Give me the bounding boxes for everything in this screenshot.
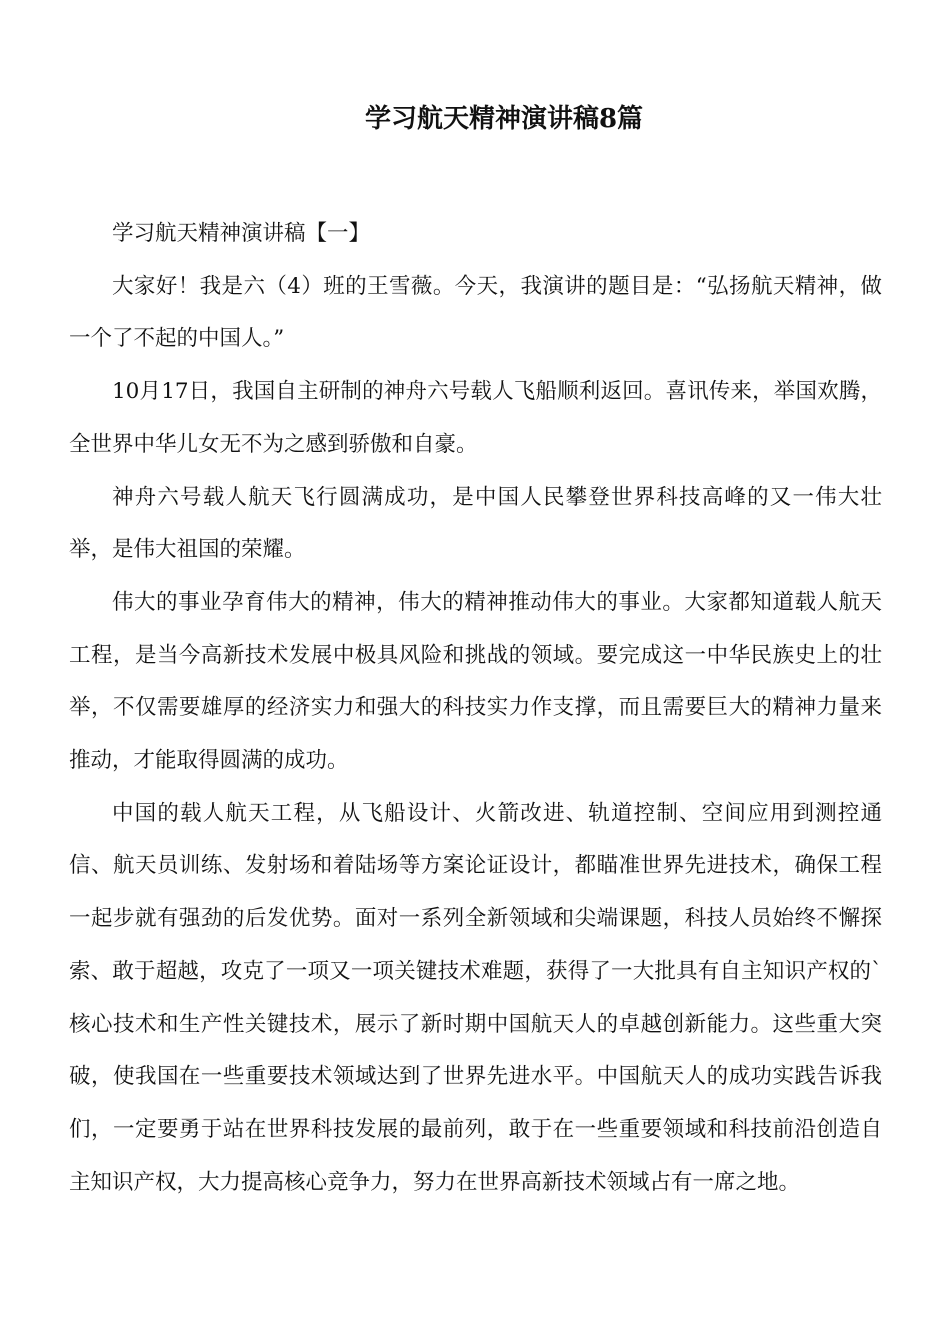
paragraph-5: 中国的载人航天工程，从飞船设计、火箭改进、轨道控制、空间应用到测控通信、航天员训练、发射场和着陆场等方案论证设计，都瞄准世界先进技术，确保工程一起步就有强劲的后发优势。面对一系列全新领域和尖端课题，科技人员始终不懈探索、敢于超越，攻克了一项又一项关键技术难题，获得了一大批具有自主知识产权的`核心技术和生产性关键技术，展示了新时期中国航天人的卓越创新能力。这些重大突破，使我国在一些重要技术领域达到了世界先进水平。中国航天人的成功实践告诉我们，一定要勇于站在世界科技发展的最前列，敢于在一些重要领域和科技前沿创造自主知识产权，大力提高核心竞争力，努力在世界高新技术领域占有一席之地。 (69, 800, 882, 1195)
paragraph-2: 10月17日，我国自主研制的神舟六号载人飞船顺利返回。喜讯传来，举国欢腾，全世界中华儿女无不为之感到骄傲和自豪。 (69, 379, 882, 457)
document-title: 学习航天精神演讲稿8篇 (364, 104, 644, 134)
section-heading: 学习航天精神演讲稿【一】 (112, 221, 371, 246)
paragraph-4: 伟大的事业孕育伟大的精神，伟大的精神推动伟大的事业。大家都知道载人航天工程，是当今高新技术发展中极具风险和挑战的领域。要完成这一中华民族史上的壮举，不仅需要雄厚的经济实力和强大的科技实力作支撑，而且需要巨大的精神力量来推动，才能取得圆满的成功。 (69, 589, 882, 774)
paragraph-1: 大家好！我是六（4）班的王雪薇。今天，我演讲的题目是：“弘扬航天精神，做一个了不起的中国人。” (69, 273, 882, 352)
document-body (69, 208, 882, 1209)
paragraph-3: 神舟六号载人航天飞行圆满成功，是中国人民攀登世界科技高峰的又一伟大壮举，是伟大祖国的荣耀。 (69, 484, 882, 563)
